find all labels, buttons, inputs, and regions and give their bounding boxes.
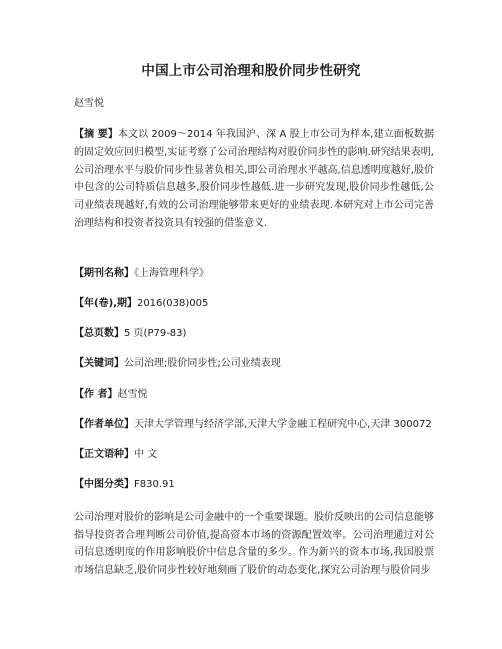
- field-value: 公司治理;股价同步性;公司业绩表现: [124, 358, 281, 369]
- field-journal-name: [74, 267, 209, 281]
- abstract-text: 本文以 2009～2014 年我国沪、深 A 股上市公司为样本,建立面板数据的固定效应回归模型,实证考察了公司治理结构对股价同步性的影响.研究结果表明,公司治理水平与股价同步性显著负相关,即公司治理水平越高,信息透明度越好,股价中包含的公司特质信息越多,股价同步性越低.进一步研究发现,股价同步性越低,公司业绩表现越好,有效的公司治理能够带来更好的业绩表现.本研究对上市公司完善治理结构和投资者投资具有较强的借鉴意义.: [74, 129, 434, 229]
- field-keywords: [74, 357, 281, 371]
- field-value: F830.91: [134, 479, 175, 490]
- article-author: 赵雪悦: [74, 98, 104, 109]
- field-label: 【关键词】: [74, 358, 124, 369]
- field-label: 【正文语种】: [74, 449, 134, 460]
- field-volume-issue: [74, 297, 208, 311]
- field-language: [74, 448, 157, 462]
- field-page-count: [74, 327, 186, 341]
- body-paragraph: 公司治理对股价的影响是公司金融中的一个重要课题。股价反映出的公司信息能够指导投资者合理判断公司价值,提高资本市场的资源配置效率。公司治理通过对公司信息透明度的作用影响股价中信息含量的多少。作为新兴的资本市场,我国股票市场信息缺乏,股价同步性较好地刻画了股价的动态变化,探究公司治理与股价同步: [74, 512, 434, 576]
- field-value: 赵雪悦: [117, 389, 148, 400]
- field-value: 《上海管理科学》: [134, 268, 209, 279]
- field-label: 【总页数】: [74, 328, 124, 339]
- field-label: 【中图分类】: [74, 479, 134, 490]
- field-value: 5 页(P79-83): [124, 328, 187, 339]
- field-label: 【作 者】: [74, 389, 118, 400]
- field-author-affiliation: [74, 418, 432, 432]
- field-value: 中 文: [134, 449, 158, 460]
- field-classification: [74, 478, 175, 492]
- field-label: 【期刊名称】: [74, 268, 134, 279]
- abstract-block: [74, 126, 434, 233]
- article-title: 中国上市公司治理和股价同步性研究: [141, 63, 361, 79]
- field-value: 天津大学管理与经济学部,天津大学金融工程研究中心,天津 300072: [134, 419, 432, 430]
- field-label: 【作者单位】: [74, 419, 134, 430]
- abstract-label: 【摘 要】: [74, 129, 118, 140]
- field-author: [74, 388, 147, 402]
- field-label: 【年(卷),期】: [74, 298, 137, 309]
- field-value: 2016(038)005: [136, 298, 209, 309]
